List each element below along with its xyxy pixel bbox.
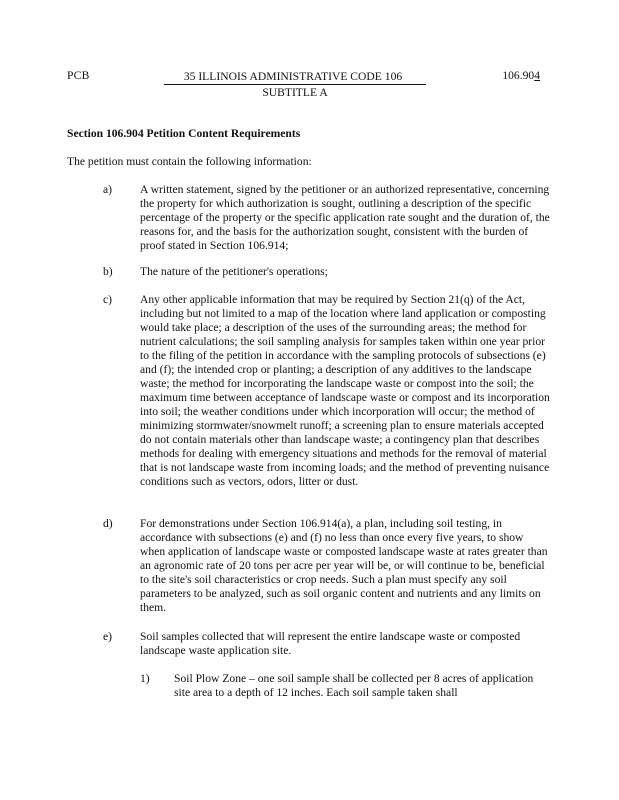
item-text: The nature of the petitioner's operations; [140, 265, 328, 278]
header-section-number-underlined: 4 [534, 69, 540, 82]
item-text: Soil samples collected that will represent the entire landscape waste or composted landscape waste application site. [140, 630, 521, 657]
section-heading: Section 106.904 Petition Content Requirements [67, 127, 301, 140]
item-text: For demonstrations under Section 106.914(a), a plan, including soil testing, in accordance with subsections (e) and (f) no less than once every five years, to show when application of landscape waste or composted landscape waste at rates greater than an agronomic rate of 20 tons per acre per year will be, or will continue to be, beneficial to the site's soil characteristics or crop needs. Such a plan must specify any soil parameters to be analyzed, such as soil organic content and nutrients and any limits on them. [140, 517, 548, 614]
item-label: d) [103, 517, 113, 530]
header-code: 35 ILLINOIS ADMINISTRATIVE CODE 106 [164, 69, 426, 85]
subitem-text: Soil Plow Zone – one soil sample shall be collected per 8 acres of application site area to a depth of 12 inches. Each soil sample taken shall [174, 672, 534, 699]
item-text: A written statement, signed by the petitioner or an authorized representative, concerning the property for which authorization is sought, outlining a description of the specific percentage of the property or the specific application rate sought and the duration of, the reasons for, and the basis for the authorization sought, consistent with the burden of proof stated in Section 106.914; [140, 183, 550, 252]
header-title [148, 69, 442, 100]
header-section-number [502, 69, 540, 82]
item-label: c) [103, 293, 113, 306]
header-agency: PCB [67, 69, 90, 82]
item-text: Any other applicable information that may be required by Section 21(q) of the Act, including but not limited to a map of the location where land application or composting would take place; a description of the uses of the surrounding areas; the method for nutrient calculations; the soil sampling analysis for samples taken within one year prior to the filing of the petition in accordance with the sampling protocols of subsections (e) and (f); the intended crop or planting; a description of any additives to the landscape waste; the method for incorporating the landscape waste or compost into the soil; the maximum time between acceptance of landscape waste or compost and its incorporation into soil; the weather conditions under which incorporation will occur; the method of minimizing stormwater/snowmelt runoff; a screening plan to ensure materials accepted do not contain materials other than landscape waste; a contingency plan that describes methods for dealing with emergency situations and methods for the removal of material that is not landscape waste from incoming loads; and the method of preventing nuisance conditions such as vectors, odors, litter or dust. [140, 293, 550, 488]
item-label: b) [103, 265, 113, 278]
header-section-number-prefix: 106.90 [502, 69, 535, 82]
item-label: a) [103, 183, 113, 196]
item-label: e) [103, 630, 113, 643]
subitem-label: 1) [140, 672, 150, 685]
header-subtitle: SUBTITLE A [262, 86, 328, 99]
section-intro: The petition must contain the following information: [67, 155, 312, 168]
